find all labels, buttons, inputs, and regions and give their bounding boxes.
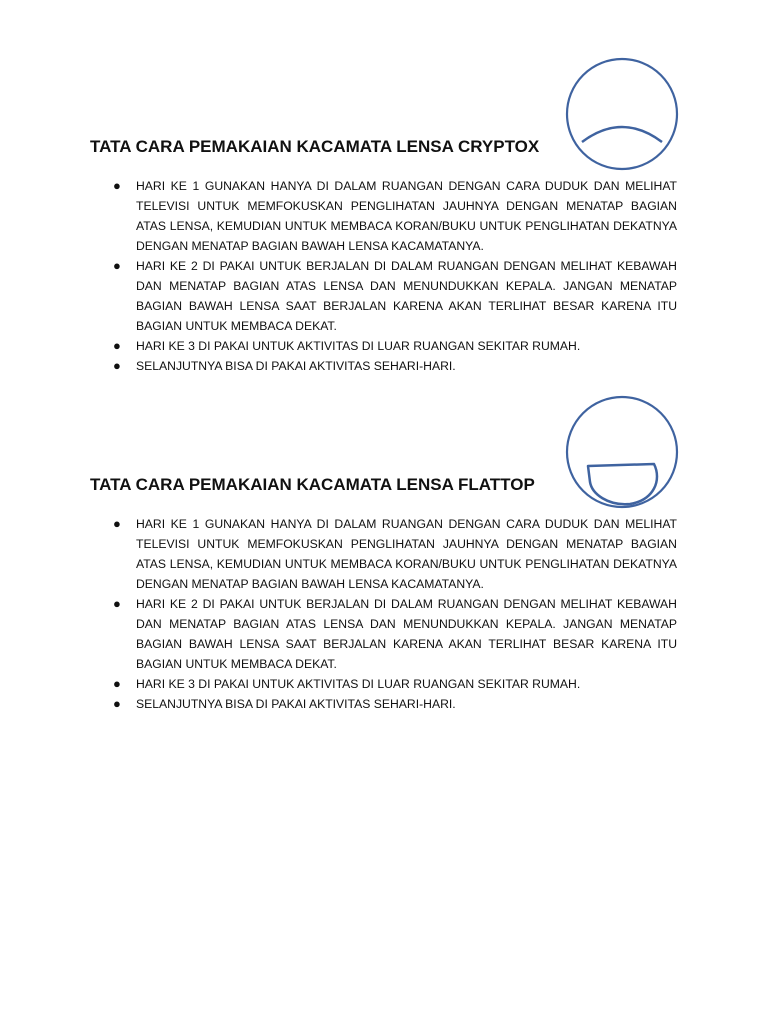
- list-item-text: HARI KE 2 DI PAKAI UNTUK BERJALAN DI DALAM RUANGAN DENGAN MELIHAT KEBAWAH DAN MENATAP BAGIAN ATAS LENSA DAN MENUNDUKKAN KEPALA. JANGAN MENATAP BAGIAN BAWAH LENSA SAAT BERJALAN KARENA AKAN TERLIHAT BESAR KARENA ITU BAGIAN UNTUK MEMBACA DEKAT.: [136, 597, 677, 671]
- instruction-list: [113, 514, 677, 714]
- bullet-icon: ●: [113, 596, 121, 611]
- lens-outline: [567, 59, 677, 169]
- bullet-icon: ●: [113, 696, 121, 711]
- cryptox-lens-icon: [560, 52, 684, 176]
- section-title: TATA CARA PEMAKAIAN KACAMATA LENSA FLATTOP: [90, 475, 535, 494]
- bullet-icon: ●: [113, 358, 121, 373]
- list-item-text: HARI KE 3 DI PAKAI UNTUK AKTIVITAS DI LUAR RUANGAN SEKITAR RUMAH.: [136, 677, 581, 691]
- list-item: [113, 176, 677, 256]
- list-item: [113, 674, 677, 694]
- list-item: [113, 694, 677, 714]
- list-item: [113, 594, 677, 674]
- list-item: [113, 256, 677, 336]
- list-item-text: HARI KE 2 DI PAKAI UNTUK BERJALAN DI DALAM RUANGAN DENGAN MELIHAT KEBAWAH DAN MENATAP BAGIAN ATAS LENSA DAN MENUNDUKKAN KEPALA. JANGAN MENATAP BAGIAN BAWAH LENSA SAAT BERJALAN KARENA AKAN TERLIHAT BESAR KARENA ITU BAGIAN UNTUK MEMBACA DEKAT.: [136, 259, 677, 333]
- cryptox-reading-segment: [582, 127, 662, 142]
- list-item: [113, 336, 677, 356]
- list-item-text: HARI KE 1 GUNAKAN HANYA DI DALAM RUANGAN DENGAN CARA DUDUK DAN MELIHAT TELEVISI UNTUK MEMFOKUSKAN PENGLIHATAN JAUHNYA DENGAN MENATAP BAGIAN ATAS LENSA, KEMUDIAN UNTUK MEMBACA KORAN/BUKU UNTUK PENGLIHATAN DEKATNYA DENGAN MENATAP BAGIAN BAWAH LENSA KACAMATANYA.: [136, 517, 677, 591]
- bullet-icon: ●: [113, 338, 121, 353]
- bullet-icon: ●: [113, 516, 121, 531]
- list-item-text: SELANJUTNYA BISA DI PAKAI AKTIVITAS SEHARI-HARI.: [136, 359, 456, 373]
- list-item-text: HARI KE 1 GUNAKAN HANYA DI DALAM RUANGAN DENGAN CARA DUDUK DAN MELIHAT TELEVISI UNTUK MEMFOKUSKAN PENGLIHATAN JAUHNYA DENGAN MENATAP BAGIAN ATAS LENSA, KEMUDIAN UNTUK MEMBACA KORAN/BUKU UNTUK PENGLIHATAN DEKATNYA DENGAN MENATAP BAGIAN BAWAH LENSA KACAMATANYA.: [136, 179, 677, 253]
- list-item: [113, 514, 677, 594]
- flattop-lens-icon: [560, 390, 684, 514]
- list-item-text: SELANJUTNYA BISA DI PAKAI AKTIVITAS SEHARI-HARI.: [136, 697, 456, 711]
- bullet-icon: ●: [113, 676, 121, 691]
- lens-outline: [567, 397, 677, 507]
- bullet-icon: ●: [113, 258, 121, 273]
- section-title: TATA CARA PEMAKAIAN KACAMATA LENSA CRYPTOX: [90, 137, 540, 156]
- list-item-text: HARI KE 3 DI PAKAI UNTUK AKTIVITAS DI LUAR RUANGAN SEKITAR RUMAH.: [136, 339, 581, 353]
- bullet-icon: ●: [113, 178, 121, 193]
- flattop-reading-segment: [588, 464, 657, 504]
- instruction-list: [113, 176, 677, 376]
- list-item: [113, 356, 677, 376]
